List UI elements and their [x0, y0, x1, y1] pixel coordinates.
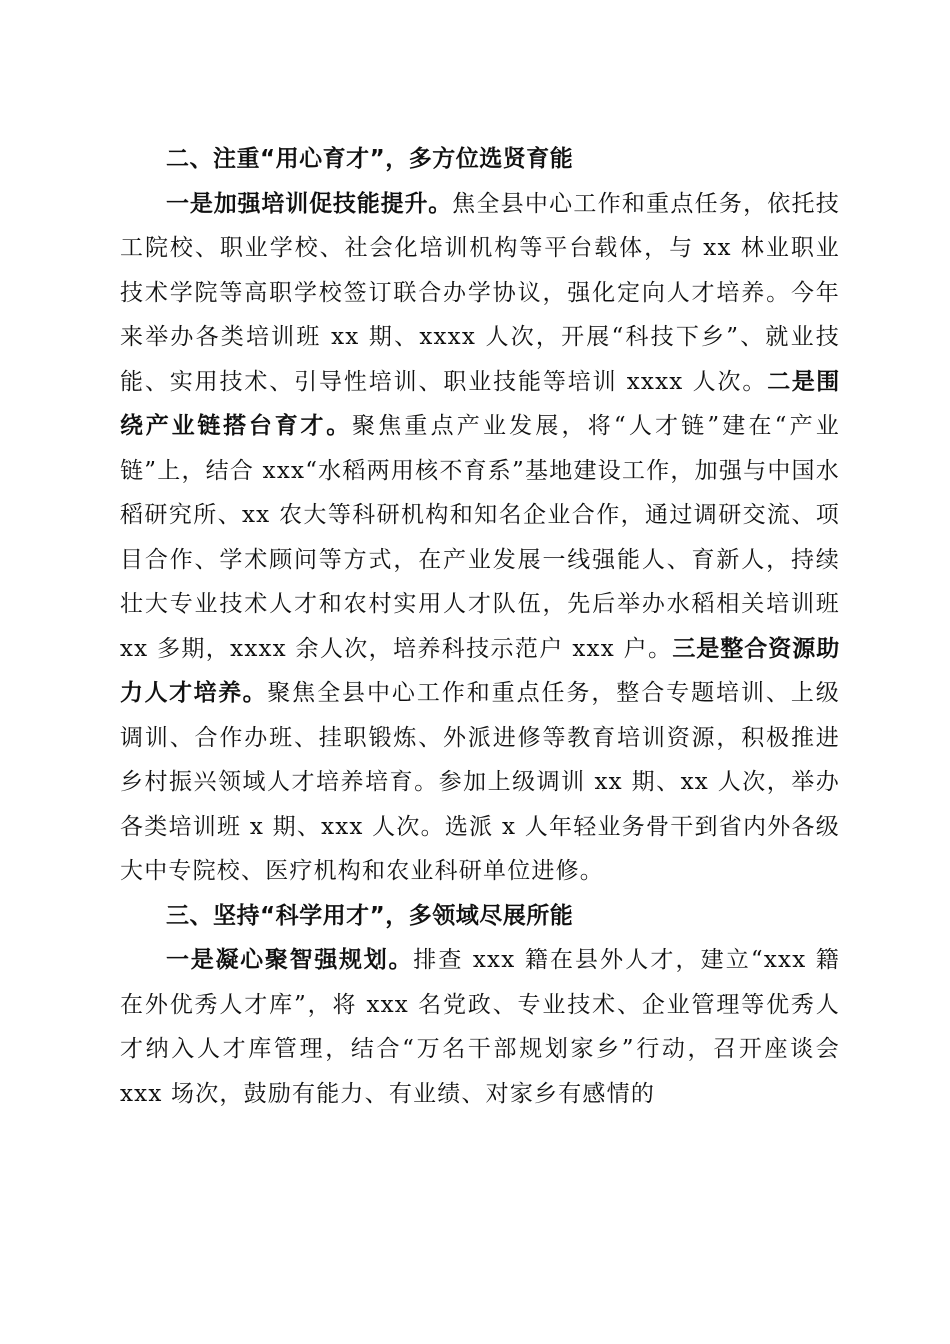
lead-phrase-planning: 一是凝心聚智强规划。: [166, 947, 414, 973]
section-3-paragraph: [120, 938, 840, 1116]
lead-phrase-training: 一是加强培训促技能提升。: [166, 190, 453, 217]
paragraph-text-industry-chain: 聚焦重点产业发展，将“人才链”建在“产业链”上，结合 xxx“水稻两用核不育系”基地建设工作，加强与中国水稻研究所、xx 农大等科研机构和知名企业合作，通过调研交流、项目合作、学术顾问等方式，在产业发展一线强能人、育新人，持续壮大专业技术人才和农村实用人才队伍，先后举办水稻相关培训班 xx 多期，xxxx 余人次，培养科技示范户 xxx 户。: [120, 413, 840, 662]
lead-phrase-resources: 三是整合资源助力人才培养。: [120, 635, 840, 706]
section-heading-2: 二、注重“用心育才”，多方位选贤育能: [166, 146, 574, 172]
section-2-paragraph: [120, 182, 840, 894]
paragraph-text-planning: 排查 xxx 籍在县外人才，建立“xxx 籍在外优秀人才库”，将 xxx 名党政、专业技术、企业管理等优秀人才纳入人才库管理，结合“万名干部规划家乡”行动，召开座谈会 xxx 场次，鼓励有能力、有业绩、对家乡有感情的: [120, 947, 841, 1107]
paragraph-text-training: 焦全县中心工作和重点任务，依托技工院校、职业学校、社会化培训机构等平台载体，与 xx 林业职业技术学院等高职学校签订联合办学协议，强化定向人才培养。今年来举办各类培训班 xx 期、xxxx 人次，开展“科技下乡”、就业技能、实用技术、引导性培训、职业技能等培训 xxxx 人次。: [120, 190, 841, 395]
document-body: [120, 137, 840, 1116]
lead-phrase-industry-chain: 二是围绕产业链搭台育才。: [120, 368, 840, 439]
paragraph-text-resources: 聚焦全县中心工作和重点任务，整合专题培训、上级调训、合作办班、挂职锻炼、外派进修等教育培训资源，积极推进乡村振兴领域人才培养培育。参加上级调训 xx 期、xx 人次，举办各类培训班 x 期、xxx 人次。选派 x 人年轻业务骨干到省内外各级大中专院校、医疗机构和农业科研单位进修。: [120, 680, 840, 884]
section-heading-3: 三、坚持“科学用才”，多领域尽展所能: [166, 902, 574, 929]
